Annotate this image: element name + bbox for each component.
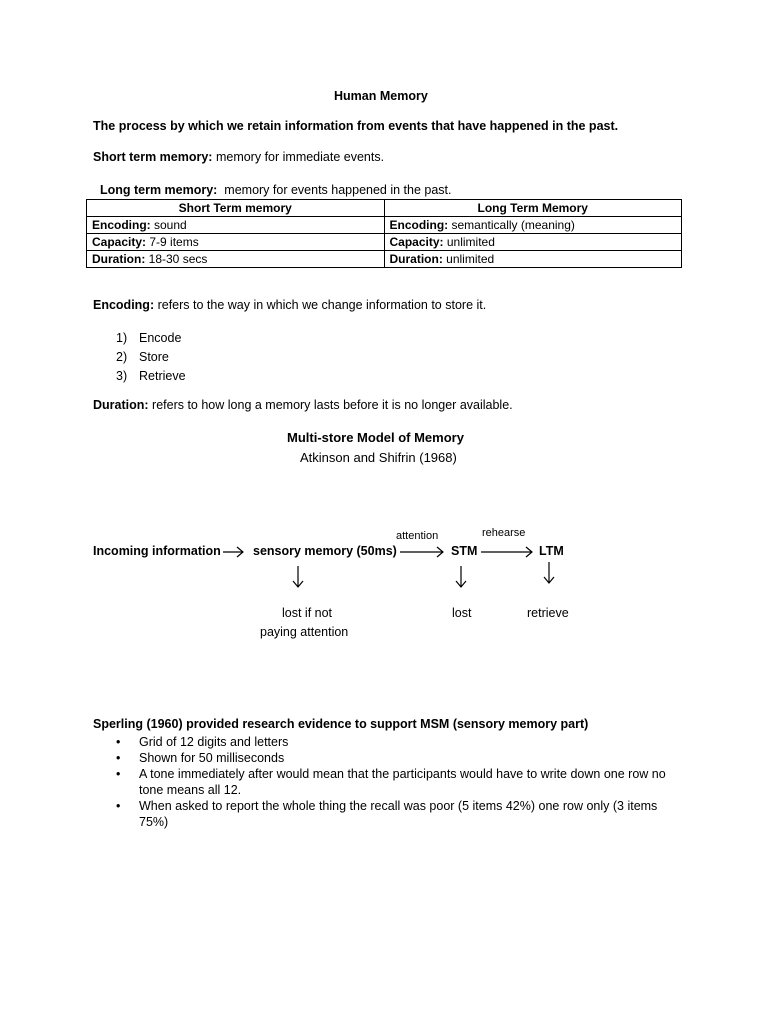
list-item: 1) Encode (116, 331, 182, 345)
lost-stm-label: lost (452, 606, 472, 620)
list-item: • A tone immediately after would mean that the participants would have to write down one row no tone means all 12. (116, 767, 666, 797)
bullet-icon: • (116, 751, 121, 765)
table-cell: Duration: unlimited (384, 251, 682, 268)
incoming-information-label: Incoming information (93, 544, 221, 558)
definition: The process by which we retain information from events that have happened in the past. (93, 119, 619, 133)
lost-sensory-label-2: paying attention (260, 625, 349, 639)
stm-text: memory for immediate events. (212, 150, 385, 164)
ltm-text: memory for events happened in the past. (217, 183, 452, 197)
ltm-term: Long term memory: (99, 183, 218, 197)
model-subtitle: Atkinson and Shifrin (1968) (300, 450, 457, 465)
list-item: 3) Retrieve (116, 369, 186, 383)
arrow-incoming-to-sensory-icon (223, 547, 243, 557)
arrow-sensory-down-icon (293, 566, 303, 587)
page-title: Human Memory (334, 89, 428, 103)
table-header-stm: Short Term memory (87, 200, 385, 217)
arrow-stm-down-icon (456, 566, 466, 587)
encoding-term: Encoding: (93, 298, 155, 312)
table-cell: Encoding: sound (87, 217, 385, 234)
arrow-ltm-down-icon (544, 562, 554, 583)
rehearse-label: rehearse (482, 527, 526, 539)
sperling-heading: Sperling (1960) provided research evidence to support MSM (sensory memory part) (93, 717, 589, 731)
bullet-icon: • (116, 735, 121, 749)
table-cell: Capacity: 7-9 items (87, 234, 385, 251)
stm-term: Short term memory: (93, 150, 213, 164)
duration-text: refers to how long a memory lasts before it is no longer available. (148, 398, 513, 412)
encoding-text: refers to the way in which we change information to store it. (154, 298, 487, 312)
table-cell: Duration: 18-30 secs (87, 251, 385, 268)
model-title: Multi-store Model of Memory (287, 430, 464, 445)
arrow-sensory-to-stm-icon (400, 547, 443, 557)
table-cell: Capacity: unlimited (384, 234, 682, 251)
list-item: • Shown for 50 milliseconds (116, 751, 285, 765)
table-cell: Encoding: semantically (meaning) (384, 217, 682, 234)
lost-sensory-label-1: lost if not (282, 606, 333, 620)
retrieve-label: retrieve (527, 606, 569, 620)
list-item: • Grid of 12 digits and letters (116, 735, 289, 749)
arrow-stm-to-ltm-icon (481, 547, 532, 557)
list-item: 2) Store (116, 350, 169, 364)
bullet-icon: • (116, 799, 121, 813)
sperling-bullet-list (116, 734, 676, 830)
attention-label: attention (396, 530, 439, 542)
duration-term: Duration: (93, 398, 149, 412)
ltm-label: LTM (539, 544, 564, 558)
list-item: • When asked to report the whole thing the recall was poor (5 items 42%) one row only (3 items 75%) (116, 799, 658, 829)
sensory-memory-label: sensory memory (50ms) (253, 544, 397, 558)
table-header-ltm: Long Term Memory (384, 200, 682, 217)
bullet-icon: • (116, 767, 121, 781)
stm-label: STM (451, 544, 478, 558)
